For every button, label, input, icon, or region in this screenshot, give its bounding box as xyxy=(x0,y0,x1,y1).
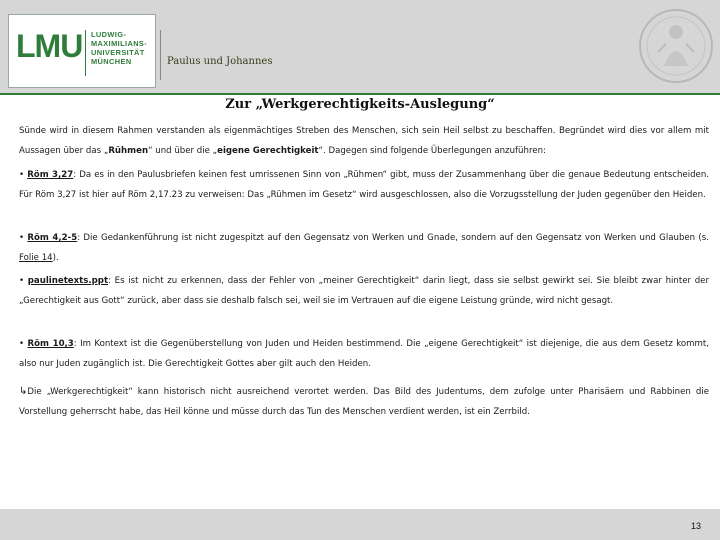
university-line: LUDWIG- xyxy=(91,30,127,39)
header-title: Paulus und Johannes xyxy=(167,56,273,67)
slide-link[interactable]: Folie 14 xyxy=(19,253,53,263)
intro-text: “ und über die „ xyxy=(148,146,218,156)
reference-link[interactable]: Röm 3,27 xyxy=(27,170,74,180)
conclusion-paragraph xyxy=(19,382,709,422)
reference-link[interactable]: Röm 10,3 xyxy=(27,339,74,349)
footer-band xyxy=(0,509,720,540)
point-roem-3-27 xyxy=(19,165,709,205)
lmu-logo-text: LMU xyxy=(16,28,83,64)
intro-text: Sünde wird in diesem Rahmen verstanden als eigenmächtiges Streben des Menschen, sich sein Heil selbst zu beschaffen. Begründet wird dies vor allem mit Aussagen über das „ xyxy=(19,126,709,156)
university-line: MÜNCHEN xyxy=(91,57,132,66)
bullet: • xyxy=(19,233,25,243)
point-paulinetexts xyxy=(19,271,709,311)
point-text: ). xyxy=(52,253,59,263)
point-text: : Da es in den Paulusbriefen keinen fest umrissenen Sinn von „Rühmen“ gibt, muss der Zusammenhang über die genaue Bedeutung entscheiden. Für Röm 3,27 ist hier auf Röm 2,17.23 zu verweisen: Das „Rühmen im Gesetz“ wird ausgeschlossen, also die Vorzugsstellung der Juden gegenüber den Heiden. xyxy=(19,170,710,200)
slide-title: Zur „Werkgerechtigkeits-Auslegung“ xyxy=(225,97,495,112)
logo-divider xyxy=(85,30,86,76)
bullet: • xyxy=(19,276,25,286)
reference-link[interactable]: Röm 4,2-5 xyxy=(27,233,78,243)
university-name xyxy=(91,30,147,66)
conclusion-text: Die „Werkgerechtigkeit“ kann historisch nicht ausreichend verortet werden. Das Bild des Judentums, dem zufolge unter Pharisäern und Rabbinen die Vorstellung geherrscht habe, das Heil könne und müsse durch das Tun des Menschen verdient werden, ist ein Zerrbild. xyxy=(19,387,709,417)
page-number: 13 xyxy=(690,521,701,531)
term-eigene-gerechtigkeit: eigene Gerechtigkeit xyxy=(217,146,319,156)
point-text: : Es ist nicht zu erkennen, dass der Fehler von „meiner Gerechtigkeit“ darin liegt, dass sie selbst gewirkt sei. Sie bleibt zwar hinter der „Gerechtigkeit aus Gott“ zurück, aber dass sie deshalb falsch sei, weil sie im Vertrauen auf die eigene Leistung gründe, wird nicht gesagt. xyxy=(19,276,710,306)
point-text: : Die Gedankenführung ist nicht zugespitzt auf den Gegensatz von Werken und Gnade, sondern auf den Gegensatz von Werken und Glauben (s. xyxy=(77,233,709,243)
point-roem-4-2-5 xyxy=(19,228,709,268)
university-line: UNIVERSITÄT xyxy=(91,48,145,57)
reference-link[interactable]: paulinetexts.ppt xyxy=(27,276,109,286)
arrow-icon: ↳ xyxy=(19,386,28,397)
university-line: MAXIMILIANS- xyxy=(91,39,148,48)
bullet: • xyxy=(19,170,25,180)
term-ruehmen: Rühmen xyxy=(108,146,149,156)
university-seal-icon xyxy=(636,6,716,86)
bullet: • xyxy=(19,339,25,349)
header-band xyxy=(0,0,720,93)
intro-paragraph xyxy=(19,121,709,161)
point-roem-10-3 xyxy=(19,334,709,374)
intro-text: “. Dagegen sind folgende Überlegungen anzuführen: xyxy=(318,146,546,156)
point-text: : Im Kontext ist die Gegenüberstellung von Juden und Heiden bestimmend. Die „eigene Gerechtigkeit“ ist diejenige, die aus dem Gesetz kommt, also nur Juden zugänglich ist. Die Gerechtigkeit Gottes aber gilt auch den Heiden. xyxy=(19,339,710,369)
header-accent-line xyxy=(0,93,720,95)
header-divider xyxy=(160,30,161,80)
